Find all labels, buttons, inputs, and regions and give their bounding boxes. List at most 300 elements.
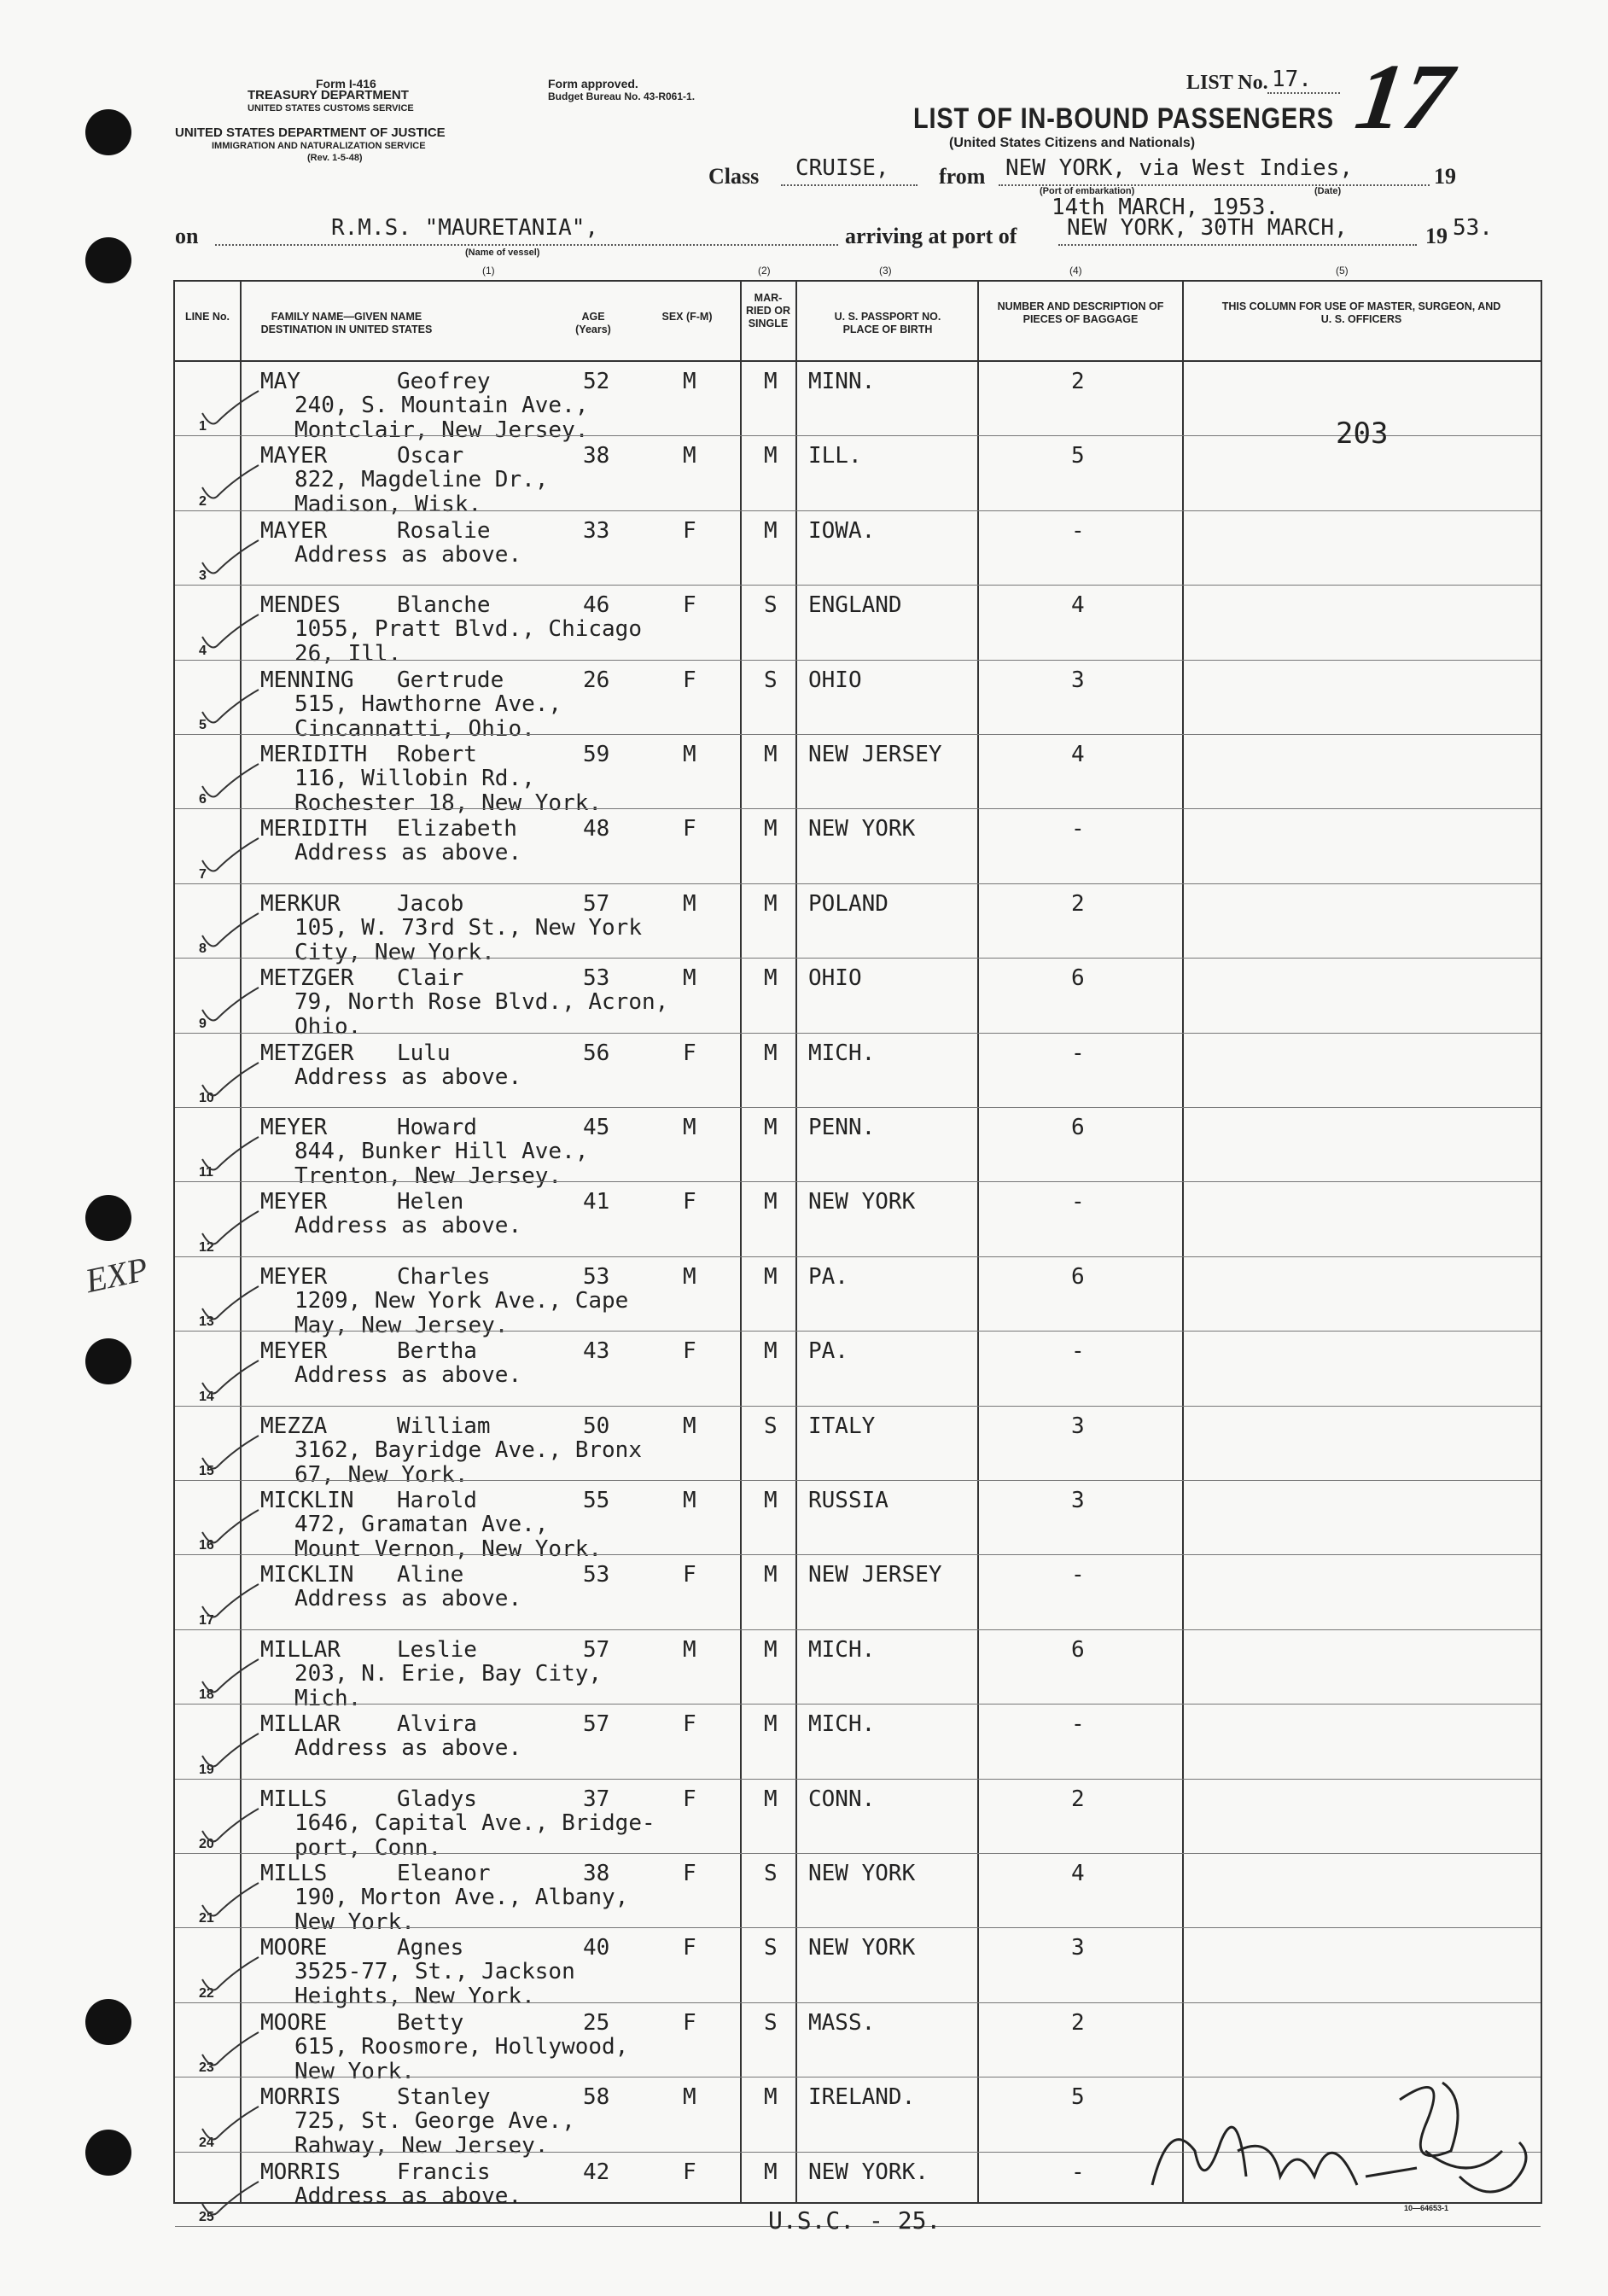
address-line-1: 240, S. Mountain Ave., <box>294 393 589 418</box>
signature <box>1144 2048 1545 2219</box>
line-number: 21 <box>199 1911 214 1926</box>
address-line-2: New York. <box>294 2058 415 2084</box>
baggage-count: 4 <box>1071 742 1085 767</box>
line-number: 10 <box>199 1090 214 1105</box>
given-name: Charles <box>397 1263 491 1290</box>
age: 57 <box>583 1636 610 1663</box>
line-number: 14 <box>199 1389 214 1404</box>
marital-status: M <box>764 1263 778 1290</box>
family-name: MOORE <box>260 1935 328 1961</box>
vessel-name: R.M.S. "MAURETANIA", <box>331 215 599 241</box>
checkmark-icon <box>201 1656 260 1699</box>
address-line-2: Madison, Wisk. <box>294 492 482 518</box>
list-no-line <box>1267 92 1340 94</box>
from-label: from <box>939 164 986 189</box>
place-of-birth: ILL. <box>808 443 862 469</box>
address-line-2: 26, Ill. <box>294 641 402 667</box>
given-name: Gertrude <box>397 667 504 693</box>
checkmark-icon <box>201 1208 260 1250</box>
checkmark-icon <box>201 1879 260 1922</box>
baggage-count: 6 <box>1071 1115 1085 1140</box>
line-number: 13 <box>199 1314 214 1330</box>
sex: F <box>683 1861 696 1886</box>
address-line-1: Address as above. <box>294 840 522 866</box>
column-number: (2) <box>758 265 771 277</box>
arrival-year: 53. <box>1453 215 1493 241</box>
marital-status: M <box>764 1786 778 1812</box>
marital-status: S <box>764 1861 778 1886</box>
line-number: 9 <box>199 1016 207 1031</box>
age: 45 <box>583 1115 610 1140</box>
age: 43 <box>583 1338 610 1365</box>
budget-bureau: Budget Bureau No. 43-R061-1. <box>548 90 696 102</box>
given-name: Lulu <box>397 1040 451 1066</box>
table-row <box>175 661 1541 742</box>
line-number: 11 <box>199 1165 213 1180</box>
address-line-1: 79, North Rose Blvd., Acron, <box>294 989 669 1016</box>
table-row <box>175 1332 1541 1406</box>
binder-hole <box>85 237 131 283</box>
binder-hole <box>85 1338 131 1384</box>
table-row <box>175 586 1541 667</box>
family-name: MERKUR <box>260 890 341 917</box>
family-name: MERIDITH <box>260 816 368 842</box>
column-number: (1) <box>482 265 495 277</box>
marital-status: S <box>764 592 778 619</box>
table-row <box>175 1630 1541 1711</box>
address-line-1: 615, Roosmore, Hollywood, <box>294 2033 629 2060</box>
sex: F <box>683 1786 696 1812</box>
checkmark-icon <box>201 1059 260 1102</box>
line-number: 25 <box>199 2209 214 2224</box>
family-name: MEYER <box>260 1338 328 1365</box>
family-name: MAYER <box>260 517 328 544</box>
place-of-birth: POLAND <box>808 890 888 917</box>
sex: M <box>683 1115 696 1140</box>
vessel-caption: (Name of vessel) <box>465 248 540 258</box>
family-name: MAYER <box>260 443 328 469</box>
address-line-2: Heights, New York. <box>294 1984 535 2010</box>
address-line-1: 3525-77, St., Jackson <box>294 1959 575 1985</box>
revision: (Rev. 1-5-48) <box>307 153 363 163</box>
family-name: MICKLIN <box>260 1488 354 1513</box>
table-row <box>175 1257 1541 1338</box>
baggage-count: 5 <box>1071 443 1085 469</box>
column-number: (5) <box>1336 265 1349 277</box>
arrival-value: NEW YORK, 30TH MARCH, <box>1067 215 1348 241</box>
baggage-count: - <box>1071 1040 1085 1066</box>
checkmark-icon <box>201 686 260 729</box>
baggage-count: - <box>1071 1338 1085 1365</box>
baggage-count: 3 <box>1071 1413 1085 1439</box>
embark-date: 14th MARCH, 1953. <box>1052 195 1279 220</box>
arrival-year-prefix: 19 <box>1425 224 1448 248</box>
line-number: 15 <box>199 1463 214 1478</box>
table-row <box>175 1854 1541 1935</box>
place-of-birth: ENGLAND <box>808 592 902 619</box>
given-name: Betty <box>397 2009 464 2036</box>
place-of-birth: IRELAND. <box>808 2084 916 2111</box>
date-caption: (Date) <box>1314 186 1342 196</box>
family-name: MORRIS <box>260 2084 341 2111</box>
line-number: 16 <box>199 1538 214 1553</box>
sex: F <box>683 517 696 544</box>
column-number: (3) <box>879 265 892 277</box>
binder-hole <box>85 1195 131 1241</box>
baggage-count: 2 <box>1071 2009 1085 2036</box>
address-line-2: Rahway, New Jersey. <box>294 2133 549 2159</box>
given-name: Alvira <box>397 1711 477 1738</box>
class-label: Class <box>708 164 760 189</box>
checkmark-icon <box>201 1133 260 1176</box>
baggage-count: 3 <box>1071 1488 1085 1513</box>
address-line-2: Trenton, New Jersey. <box>294 1163 562 1189</box>
sex: F <box>683 1040 696 1066</box>
address-line-2: Montclair, New Jersey. <box>294 417 589 443</box>
given-name: Eleanor <box>397 1861 491 1886</box>
table-row <box>175 1555 1541 1629</box>
baggage-count: 6 <box>1071 1636 1085 1663</box>
address-line-1: 1055, Pratt Blvd., Chicago <box>294 616 642 643</box>
margin-note: EXP <box>82 1249 152 1301</box>
sex: F <box>683 592 696 619</box>
given-name: Harold <box>397 1488 477 1513</box>
sex: M <box>683 742 696 767</box>
line-number: 17 <box>199 1612 214 1628</box>
address-line-1: Address as above. <box>294 2182 522 2209</box>
age: 53 <box>583 1562 610 1588</box>
baggage-count: - <box>1071 2159 1085 2185</box>
place-of-birth: ITALY <box>808 1413 876 1439</box>
baggage-count: 4 <box>1071 592 1085 619</box>
age: 38 <box>583 1861 610 1886</box>
address-line-1: 190, Morton Ave., Albany, <box>294 1885 629 1910</box>
sex: F <box>683 2009 696 2036</box>
family-name: MENDES <box>260 592 341 619</box>
table-row <box>175 809 1541 883</box>
checkmark-icon <box>201 984 260 1027</box>
family-name: MEYER <box>260 1263 328 1290</box>
place-of-birth: PENN. <box>808 1115 876 1140</box>
sex: F <box>683 1338 696 1365</box>
checkmark-icon <box>201 1357 260 1400</box>
sex: F <box>683 1935 696 1961</box>
marital-status: M <box>764 1711 778 1738</box>
class-line <box>781 184 918 186</box>
address-line-1: 472, Gramatan Ave., <box>294 1512 549 1537</box>
address-line-2: New York. <box>294 1909 415 1935</box>
checkmark-icon <box>201 537 260 580</box>
baggage-count: 2 <box>1071 890 1085 917</box>
arrival-line <box>1058 244 1417 246</box>
marital-status: S <box>764 2009 778 2036</box>
header-family: FAMILY NAME—GIVEN NAME DESTINATION IN UNITED STATES <box>260 311 433 335</box>
print-code: 10—64653-1 <box>1404 2204 1449 2212</box>
table-row <box>175 1034 1541 1108</box>
family-name: MICKLIN <box>260 1562 354 1588</box>
place-of-birth: PA. <box>808 1263 848 1290</box>
checkmark-icon <box>201 1283 260 1326</box>
treasury-department: TREASURY DEPARTMENT <box>248 88 409 102</box>
address-line-1: 844, Bunker Hill Ave., <box>294 1139 589 1164</box>
sex: M <box>683 890 696 917</box>
baggage-count: - <box>1071 1189 1085 1215</box>
family-name: METZGER <box>260 1040 354 1066</box>
place-of-birth: MICH. <box>808 1040 876 1066</box>
line-number: 19 <box>199 1762 214 1777</box>
baggage-count: - <box>1071 816 1085 842</box>
from-value: NEW YORK, via West Indies, <box>1005 155 1353 181</box>
checkmark-icon <box>201 1730 260 1773</box>
sex: M <box>683 369 696 394</box>
baggage-count: - <box>1071 1711 1085 1738</box>
marital-status: M <box>764 1338 778 1365</box>
line-number: 8 <box>199 941 207 957</box>
checkmark-icon <box>201 2178 260 2221</box>
on-label: on <box>175 224 199 248</box>
baggage-count: - <box>1071 517 1085 544</box>
address-line-1: 1209, New York Ave., Cape <box>294 1287 629 1314</box>
sex: M <box>683 1636 696 1663</box>
marital-status: M <box>764 1040 778 1066</box>
marital-status: M <box>764 1488 778 1513</box>
header-sex: SEX (F-M) <box>661 311 713 323</box>
place-of-birth: CONN. <box>808 1786 876 1812</box>
table-row <box>175 1407 1541 1488</box>
address-line-1: Address as above. <box>294 1586 522 1612</box>
table-row <box>175 1481 1541 1562</box>
handwritten-list-no: 17 <box>1349 44 1459 149</box>
family-name: MILLS <box>260 1861 328 1886</box>
place-of-birth: NEW YORK <box>808 1861 916 1886</box>
address-line-1: Address as above. <box>294 1064 522 1090</box>
place-of-birth: MICH. <box>808 1711 876 1738</box>
marital-status: M <box>764 443 778 469</box>
address-line-1: 822, Magdeline Dr., <box>294 467 549 493</box>
family-name: MEZZA <box>260 1413 328 1439</box>
address-line-1: Address as above. <box>294 1362 522 1389</box>
header-age: AGE (Years) <box>575 311 611 335</box>
sex: F <box>683 667 696 693</box>
marital-status: M <box>764 1562 778 1588</box>
year-prefix: 19 <box>1434 164 1456 189</box>
address-line-1: 515, Hawthorne Ave., <box>294 691 562 717</box>
marital-status: M <box>764 2084 778 2111</box>
family-name: MERIDITH <box>260 742 368 767</box>
checkmark-icon <box>201 760 260 803</box>
department-of-justice: UNITED STATES DEPARTMENT OF JUSTICE <box>175 125 446 140</box>
address-line-1: 105, W. 73rd St., New York <box>294 914 642 941</box>
marital-status: S <box>764 1935 778 1961</box>
family-name: MILLS <box>260 1786 328 1812</box>
age: 25 <box>583 2009 610 2036</box>
age: 42 <box>583 2159 610 2185</box>
table-row <box>175 511 1541 586</box>
baggage-count: 5 <box>1071 2084 1085 2111</box>
line-number: 22 <box>199 1985 214 2001</box>
checkmark-icon <box>201 835 260 877</box>
address-line-2: Cincannatti, Ohio. <box>294 715 535 742</box>
given-name: Elizabeth <box>397 816 517 842</box>
age: 50 <box>583 1413 610 1439</box>
place-of-birth: IOWA. <box>808 517 876 544</box>
line-number: 12 <box>199 1239 214 1255</box>
marital-status: M <box>764 816 778 842</box>
sex: M <box>683 1488 696 1513</box>
sex: F <box>683 1189 696 1215</box>
marital-status: S <box>764 1413 778 1439</box>
checkmark-icon <box>201 1954 260 1996</box>
place-of-birth: NEW JERSEY <box>808 1562 942 1588</box>
family-name: MAY <box>260 369 300 394</box>
form-number: Form I-416 <box>316 77 376 90</box>
table-row <box>175 1928 1541 2010</box>
age: 53 <box>583 1263 610 1290</box>
age: 40 <box>583 1935 610 1961</box>
address-line-2: 67, New York. <box>294 1461 469 1488</box>
age: 52 <box>583 369 610 394</box>
port-embark-caption: (Port of embarkation) <box>1040 186 1135 196</box>
place-of-birth: NEW JERSEY <box>808 742 942 767</box>
family-name: MEYER <box>260 1189 328 1215</box>
family-name: MILLAR <box>260 1711 341 1738</box>
address-line-1: 1646, Capital Ave., Bridge- <box>294 1809 655 1836</box>
marital-status: S <box>764 667 778 693</box>
place-of-birth: RUSSIA <box>808 1488 888 1513</box>
baggage-count: 2 <box>1071 369 1085 394</box>
address-line-1: Address as above. <box>294 541 522 568</box>
address-line-1: 3162, Bayridge Ave., Bronx <box>294 1436 642 1463</box>
given-name: Agnes <box>397 1935 464 1961</box>
place-of-birth: MINN. <box>808 369 876 394</box>
given-name: Gladys <box>397 1786 477 1812</box>
marital-status: M <box>764 369 778 394</box>
age: 59 <box>583 742 610 767</box>
sex: F <box>683 1711 696 1738</box>
sex: M <box>683 965 696 992</box>
marital-status: M <box>764 2159 778 2185</box>
address-line-2: Mich. <box>294 1685 362 1711</box>
place-of-birth: PA. <box>808 1338 848 1365</box>
address-line-1: Address as above. <box>294 1213 522 1239</box>
table-row <box>175 1108 1541 1189</box>
table-row <box>175 735 1541 816</box>
binder-hole <box>85 2130 131 2176</box>
header-line-no: LINE No. <box>184 311 230 323</box>
document-subtitle: (United States Citizens and Nationals) <box>949 136 1196 150</box>
age: 46 <box>583 592 610 619</box>
sex: M <box>683 1263 696 1290</box>
given-name: William <box>397 1413 491 1439</box>
ins-service: IMMIGRATION AND NATURALIZATION SERVICE <box>212 141 426 151</box>
officer-number: 203 <box>1336 417 1389 451</box>
marital-status: M <box>764 742 778 767</box>
header-officers: THIS COLUMN FOR USE OF MASTER, SURGEON, AND U. S. OFFICERS <box>1221 300 1501 325</box>
given-name: Jacob <box>397 890 464 917</box>
class-value: CRUISE, <box>795 155 889 181</box>
place-of-birth: OHIO <box>808 965 862 992</box>
checkmark-icon <box>201 1581 260 1623</box>
line-number: 24 <box>199 2135 214 2150</box>
age: 57 <box>583 1711 610 1738</box>
baggage-count: 4 <box>1071 1861 1085 1886</box>
address-line-1: 725, St. George Ave., <box>294 2108 575 2135</box>
family-name: MOORE <box>260 2009 328 2036</box>
vessel-line <box>215 244 838 246</box>
given-name: Aline <box>397 1562 464 1588</box>
given-name: Robert <box>397 742 477 767</box>
table-row <box>175 1705 1541 1779</box>
place-of-birth: MICH. <box>808 1636 876 1663</box>
checkmark-icon <box>201 2103 260 2146</box>
place-of-birth: MASS. <box>808 2009 876 2036</box>
address-line-1: Address as above. <box>294 1735 522 1762</box>
list-no-label: LIST No. <box>1186 72 1268 94</box>
family-name: MENNING <box>260 667 354 693</box>
marital-status: M <box>764 1636 778 1663</box>
sex: M <box>683 443 696 469</box>
customs-service: UNITED STATES CUSTOMS SERVICE <box>248 103 414 114</box>
age: 58 <box>583 2084 610 2111</box>
address-line-1: 203, N. Erie, Bay City, <box>294 1660 603 1687</box>
marital-status: M <box>764 965 778 992</box>
line-number: 6 <box>199 792 207 807</box>
age: 41 <box>583 1189 610 1215</box>
header-passport: U. S. PASSPORT NO. PLACE OF BIRTH <box>834 311 941 335</box>
given-name: Rosalie <box>397 517 491 544</box>
checkmark-icon <box>201 1506 260 1549</box>
checkmark-icon <box>201 1805 260 1848</box>
family-name: MILLAR <box>260 1636 341 1663</box>
age: 48 <box>583 816 610 842</box>
line-number: 1 <box>199 419 207 434</box>
place-of-birth: NEW YORK <box>808 1189 916 1215</box>
sex: M <box>683 2084 696 2111</box>
checkmark-icon <box>201 910 260 953</box>
marital-status: M <box>764 1115 778 1140</box>
family-name: METZGER <box>260 965 354 992</box>
line-number: 20 <box>199 1836 214 1851</box>
baggage-count: 3 <box>1071 667 1085 693</box>
document-title: LIST OF IN-BOUND PASSENGERS <box>913 102 1334 135</box>
table-row <box>175 884 1541 965</box>
line-number: 18 <box>199 1687 214 1703</box>
age: 38 <box>583 443 610 469</box>
binder-hole <box>85 1999 131 2045</box>
baggage-count: - <box>1071 1562 1085 1588</box>
address-line-2: May, New Jersey. <box>294 1312 509 1338</box>
sex: M <box>683 1413 696 1439</box>
age: 57 <box>583 890 610 917</box>
table-row <box>175 1182 1541 1256</box>
given-name: Geofrey <box>397 369 491 394</box>
age: 37 <box>583 1786 610 1812</box>
given-name: Clair <box>397 965 464 992</box>
checkmark-icon <box>201 462 260 504</box>
arriving-label: arriving at port of <box>845 224 1017 248</box>
address-line-2: City, New York. <box>294 939 495 965</box>
marital-status: M <box>764 1189 778 1215</box>
line-number: 7 <box>199 866 207 882</box>
place-of-birth: NEW YORK <box>808 1935 916 1961</box>
footer-code: U.S.C. - 25. <box>768 2206 941 2235</box>
given-name: Howard <box>397 1115 477 1140</box>
sex: F <box>683 816 696 842</box>
sex: F <box>683 2159 696 2185</box>
line-number: 5 <box>199 717 207 732</box>
sex: F <box>683 1562 696 1588</box>
age: 56 <box>583 1040 610 1066</box>
